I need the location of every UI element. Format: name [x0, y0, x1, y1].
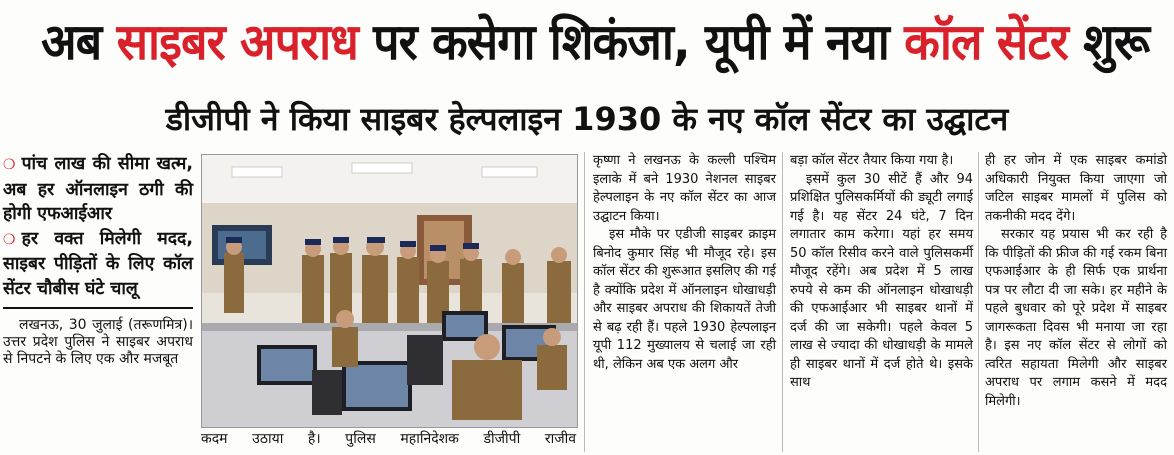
headline: [41, 2, 1150, 82]
paragraph: इसमें कुल 30 सीटें हैं और 94 प्रशिक्षित पुलिसकर्मियों की ड्यूटी लगाई गई है। यह सेंटर 24 घंटे, 7 दिन लगातार काम करेगा। यहां हर समय 50 कॉल रिसीव करने वाले पुलिसकर्मी मौजूद रहेंगे। अब प्रदेश में 5 लाख रुपये से कम की ऑनलाइन धोखाधड़ी की एफआईआर भी साइबर थानों में दर्ज की जा सकेगी। पहले केवल 5 लाख से ज्यादा की धोखाधड़ी के मामले ही साइबर थानों में दर्ज होते थे। इसके साथ: [790, 171, 973, 390]
circle-bullet-icon: ❍: [3, 231, 16, 248]
highlight-item: [3, 152, 193, 227]
paragraph: ही हर जोन में एक साइबर कमांडो अधिकारी नियुक्त किया जाएगा जो जटिल साइबर मामलों में पुलिस को तकनीकी मदद देंगे।: [985, 153, 1167, 224]
column-3: [593, 152, 776, 374]
paragraph: सरकार यह प्रयास भी कर रही है कि पीड़ितों की फ्रीज की गई रकम बिना एफआईआर के ही सिर्फ एक प्रार्थना पत्र पर लौटा दी जा सके। हर महीने के पहले बुधवार को पूरे प्रदेश में साइबर जागरूकता दिवस भी मनाया जा रहा है। इस नए कॉल सेंटर से लोगों को त्वरित सहायता मिलेगी और साइबर अपराध पर लगाम कसने में मदद मिलेगी।: [985, 227, 1168, 409]
highlight-item: [3, 227, 193, 302]
divider: [3, 307, 193, 309]
column-2-continuation: [201, 430, 576, 448]
call-center-photo-illustration: [202, 155, 577, 427]
column-4: [790, 152, 973, 393]
headline-part-1: अब: [41, 13, 117, 71]
news-photo: [201, 154, 578, 428]
paragraph: कृष्णा ने लखनऊ के कल्ली पश्चिम इलाके में बने 1930 नेशनल साइबर हेल्पलाइन के नए कॉल सेंटर का आज उद्घाटन किया।: [593, 153, 776, 224]
highlight-text: पांच लाख की सीमा खत्म, अब हर ऑनलाइन ठगी की होगी एफआईआर: [3, 154, 193, 224]
column-divider: [978, 152, 979, 452]
subheadline: डीजीपी ने किया साइबर हेल्पलाइन 1930 के नए कॉल सेंटर का उद्घाटन: [165, 100, 1009, 138]
highlights-box: [3, 152, 193, 301]
headline-part-2: साइबर अपराध: [116, 13, 358, 71]
headline-part-4: कॉल सेंटर: [904, 13, 1068, 71]
column-2-text: कदम उठाया है। पुलिस महानिदेशक डीजीपी राजीव: [201, 431, 576, 447]
highlight-text: हर वक्त मिलेगी मदद, साइबर पीड़ितों के लिए कॉल सेंटर चौबीस घंटे चालू: [3, 228, 193, 299]
column-5: [985, 152, 1167, 411]
column-divider: [584, 152, 585, 452]
paragraph: बड़ा कॉल सेंटर तैयार किया गया है।: [790, 153, 954, 168]
circle-bullet-icon: ❍: [3, 157, 16, 173]
dateline-paragraph: लखनऊ, 30 जुलाई (तरूणमित्र)। उत्तर प्रदेश पुलिस ने साइबर अपराध से निपटने के लिए एक और मजबूत: [3, 317, 193, 367]
paragraph: इस मौके पर एडीजी साइबर क्राइम बिनोद कुमार सिंह भी मौजूद रहे। इस कॉल सेंटर की शुरूआत इसलिए की गई है क्योंकि प्रदेश में ऑनलाइन धोखाधड़ी और साइबर अपराध की शिकायतें तेजी से बढ़ रही हैं। पहले 1930 हेल्पलाइन यूपी 112 मुख्यालय से चलाई जा रही थी, लेकिन अब एक अलग और: [593, 227, 776, 372]
headline-part-3: पर कसेगा शिकंजा, यूपी में नया: [357, 13, 905, 71]
headline-part-5: शुरू: [1067, 13, 1150, 71]
column-1: [3, 152, 193, 368]
column-divider: [782, 152, 783, 452]
